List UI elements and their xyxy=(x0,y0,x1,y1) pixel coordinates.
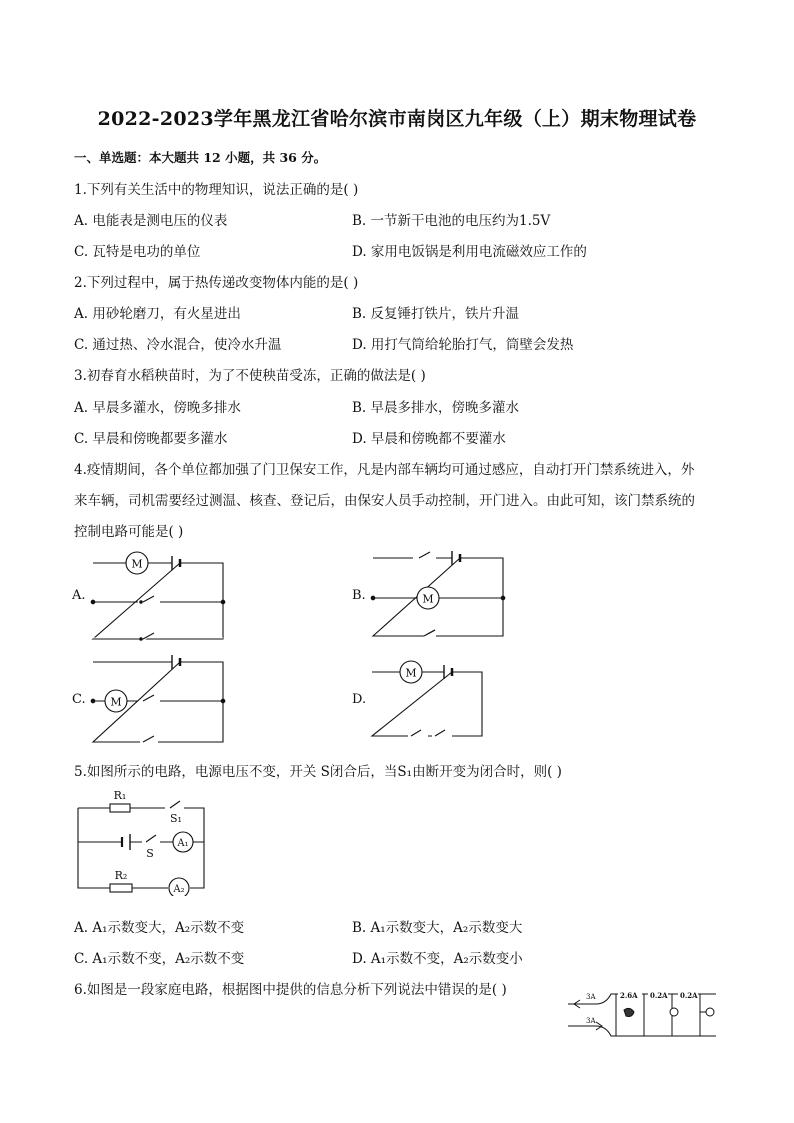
q6-label-0-2a-2: 0.2A xyxy=(680,991,698,1000)
hairdryer-icon xyxy=(624,1008,634,1016)
q6-label-0-2a-1: 0.2A xyxy=(650,991,668,1000)
q6-label-2-6a: 2.6A xyxy=(620,991,638,1000)
q3-option-d: D. 早晨和傍晚都不要灌水 xyxy=(352,431,506,447)
q5-circuit xyxy=(70,786,215,896)
section-heading: 一、单选题：本大题共 12 小题，共 36 分。 xyxy=(74,150,327,165)
q4-circuit-c xyxy=(88,652,228,746)
page-title: 2022-2023学年黑龙江省哈尔滨市南岗区九年级（上）期末物理试卷 xyxy=(97,108,697,130)
q5-option-c: C. A₁示数不变，A₂示数不变 xyxy=(74,951,245,967)
r2-label: R₂ xyxy=(114,869,128,882)
q4-option-a-label: A. xyxy=(72,588,86,603)
q1-option-b: B. 一节新干电池的电压约为1.5V xyxy=(352,213,551,229)
q1-option-d: D. 家用电饭锅是利用电流磁效应工作的 xyxy=(352,244,587,260)
q5-option-b: B. A₁示数变大，A₂示数变大 xyxy=(352,920,523,936)
q4-option-c-label: C. xyxy=(72,692,86,707)
q1-stem: 1.下列有关生活中的物理知识，说法正确的是( ) xyxy=(74,182,359,198)
q2-option-b: B. 反复锤打铁片，铁片升温 xyxy=(352,306,520,322)
q2-option-d: D. 用打气筒给轮胎打气，筒壁会发热 xyxy=(352,337,574,353)
s-label: S xyxy=(146,847,154,860)
r1-label: R₁ xyxy=(113,789,127,802)
q6-circuit xyxy=(566,978,724,1048)
q5-option-d: D. A₁示数不变，A₂示数变小 xyxy=(352,951,523,967)
q6-label-out: 3A xyxy=(586,1017,596,1025)
q4-circuit-b xyxy=(368,548,508,640)
q2-stem: 2.下列过程中，属于热传递改变物体内能的是( ) xyxy=(74,275,359,291)
q6-stem: 6.如图是一段家庭电路，根据图中提供的信息分析下列说法中错误的是( ) xyxy=(74,982,507,998)
q4-circuit-a xyxy=(88,548,228,643)
q5-option-a: A. A₁示数变大，A₂示数不变 xyxy=(74,920,245,936)
q4-circuit-d xyxy=(368,660,488,742)
motor-label: M xyxy=(422,592,434,606)
motor-label: M xyxy=(405,666,417,680)
q4-stem-line-1: 4.疫情期间，各个单位都加强了门卫保安工作，凡是内部车辆均可通过感应，自动打开门禁系统进入，外 xyxy=(74,462,695,478)
q3-stem: 3.初春育水稻秧苗时，为了不使秧苗受冻，正确的做法是( ) xyxy=(74,368,426,384)
motor-label: M xyxy=(110,695,122,709)
bulb-icon xyxy=(706,1008,714,1016)
q3-option-a: A. 早晨多灌水，傍晚多排水 xyxy=(74,400,241,416)
q2-option-a: A. 用砂轮磨刀，有火星进出 xyxy=(74,306,241,322)
q4-option-d-label: D. xyxy=(352,692,367,707)
q4-option-b-label: B. xyxy=(352,588,366,603)
q3-option-b: B. 早晨多排水，傍晚多灌水 xyxy=(352,400,520,416)
q1-option-a: A. 电能表是测电压的仪表 xyxy=(74,213,228,229)
q1-option-c: C. 瓦特是电功的单位 xyxy=(74,244,201,260)
a2-label: A₂ xyxy=(173,884,185,895)
bulb-icon xyxy=(670,1008,678,1016)
q5-stem: 5.如图所示的电路，电源电压不变，开关 S闭合后，当S₁由断开变为闭合时，则( ) xyxy=(74,764,562,780)
motor-label: M xyxy=(131,557,143,571)
q6-label-in: 3A xyxy=(586,993,596,1001)
q4-stem-line-2: 来车辆，司机需要经过测温、核查、登记后，由保安人员手动控制，开门进入。由此可知，该门禁系统的 xyxy=(74,493,695,509)
s1-label: S₁ xyxy=(170,812,182,825)
q4-stem-line-3: 控制电路可能是( ) xyxy=(74,524,184,540)
q2-option-c: C. 通过热、冷水混合，使冷水升温 xyxy=(74,337,282,353)
a1-label: A₁ xyxy=(177,838,189,849)
q3-option-c: C. 早晨和傍晚都要多灌水 xyxy=(74,431,228,447)
